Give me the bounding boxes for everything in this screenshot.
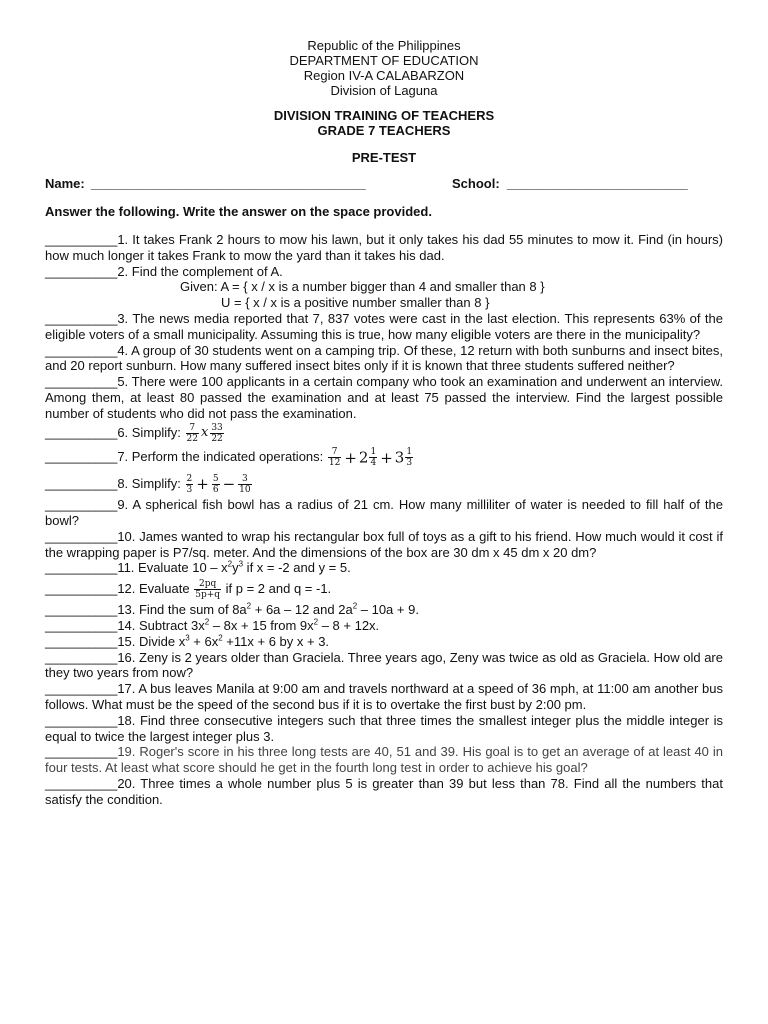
exponent: 2 bbox=[227, 560, 233, 570]
answer-blank[interactable]: __________ bbox=[45, 618, 118, 634]
plus-sign: + bbox=[380, 448, 393, 467]
fraction bbox=[369, 447, 377, 468]
answer-blank[interactable]: __________ bbox=[45, 310, 118, 326]
fraction bbox=[194, 579, 221, 600]
question-text: 15. Divide x bbox=[117, 633, 186, 649]
header-division: Division of Laguna bbox=[330, 83, 438, 98]
question-4 bbox=[45, 343, 723, 375]
given-a: Given: A = { x / x is a number bigger than 4 and smaller than 8 } bbox=[180, 279, 545, 295]
question-text: 12. Evaluate bbox=[117, 581, 190, 597]
question-text: 13. Find the sum of 8a bbox=[117, 602, 247, 618]
answer-blank[interactable]: __________ bbox=[45, 342, 118, 358]
denominator: 10 bbox=[239, 484, 251, 495]
header-region: Region IV-A CALABARZON bbox=[303, 68, 465, 83]
question-18 bbox=[45, 713, 723, 745]
fraction bbox=[238, 474, 251, 495]
question-11 bbox=[45, 560, 723, 576]
answer-blank[interactable]: __________ bbox=[45, 424, 118, 440]
answer-blank[interactable]: __________ bbox=[45, 232, 118, 247]
question-text: 3. The news media reported that 7, 837 votes were cast in the last election. This represents 63% of the eligible voters of a small municipality. Assuming this is true, how many eligible voters are there in the municipality? bbox=[45, 310, 723, 342]
question-text: if x = -2 and y = 5. bbox=[243, 560, 351, 576]
fraction bbox=[212, 474, 220, 495]
question-13 bbox=[45, 602, 723, 618]
numerator: 3 bbox=[238, 474, 251, 485]
instructions: Answer the following. Write the answer on the space provided. bbox=[45, 204, 432, 219]
question-text: 1. It takes Frank 2 hours to mow his lawn, but it only takes his dad 55 minutes to mow it. Find (in hours) how much longer it takes Frank to mow the yard than it takes his dad. bbox=[45, 232, 723, 263]
question-5 bbox=[45, 374, 723, 421]
denominator: 22 bbox=[211, 433, 223, 444]
question-3 bbox=[45, 311, 723, 343]
answer-blank[interactable]: __________ bbox=[45, 681, 118, 697]
question-text: – 8 + 12x. bbox=[318, 618, 380, 634]
answer-blank[interactable]: __________ bbox=[45, 263, 118, 279]
fraction bbox=[328, 447, 341, 468]
question-text: 16. Zeny is 2 years older than Graciela. Three years ago, Zeny was twice as old as Graciela. How old are they two years from now? bbox=[45, 649, 723, 681]
exponent: 2 bbox=[218, 633, 223, 643]
answer-blank[interactable]: __________ bbox=[45, 776, 118, 791]
answer-blank[interactable]: __________ bbox=[45, 497, 118, 513]
exponent: 3 bbox=[185, 633, 190, 643]
question-text: 10. James wanted to wrap his rectangular box full of toys as a gift to his friend. How much would it cost if the wrapping paper is P7/sq. meter. And the dimensions of the box are 30 dm x 45 dm x 20 dm? bbox=[45, 528, 723, 560]
fraction bbox=[405, 447, 413, 468]
numerator: 33 bbox=[211, 422, 223, 433]
answer-blank[interactable]: __________ bbox=[45, 633, 118, 649]
question-8 bbox=[45, 471, 723, 498]
given-u: U = { x / x is a positive number smaller than 8 } bbox=[221, 295, 490, 311]
question-16 bbox=[45, 650, 723, 682]
numerator: 1 bbox=[370, 447, 377, 458]
question-text: 11. Evaluate 10 – x bbox=[117, 560, 228, 576]
question-text: 17. A bus leaves Manila at 9:00 am and travels northward at a speed of 36 mph, at 11:00 am another bus follows. What must be the speed of the second bus if it is to overtake the first bust by 2:00 pm. bbox=[45, 681, 723, 713]
question-text: 6. Simplify: bbox=[117, 424, 181, 440]
denominator: 3 bbox=[406, 458, 413, 469]
title-training: DIVISION TRAINING OF TEACHERS bbox=[273, 108, 495, 123]
header-department: DEPARTMENT OF EDUCATION bbox=[289, 53, 479, 68]
header-republic: Republic of the Philippines bbox=[307, 38, 461, 53]
exponent: 2 bbox=[352, 601, 358, 611]
answer-blank[interactable]: __________ bbox=[45, 374, 118, 390]
denominator: 12 bbox=[328, 458, 341, 469]
numerator: 2 bbox=[186, 473, 193, 484]
denominator: 4 bbox=[370, 458, 377, 469]
question-text: 18. Find three consecutive integers such that three times the smallest integer plus the middle integer is equal to twice the largest integer plus 3. bbox=[45, 712, 723, 744]
question-10 bbox=[45, 529, 723, 561]
numerator: 1 bbox=[406, 447, 413, 458]
fraction bbox=[186, 474, 194, 495]
whole-number: 2 bbox=[358, 448, 369, 467]
question-text: 2. Find the complement of A. bbox=[117, 263, 283, 279]
question-20 bbox=[45, 776, 723, 808]
question-7 bbox=[45, 444, 723, 471]
question-text: + 6x bbox=[189, 633, 219, 649]
denominator: 3 bbox=[186, 484, 193, 495]
question-2 bbox=[45, 264, 723, 280]
question-15 bbox=[45, 634, 723, 650]
answer-blank[interactable]: __________ bbox=[45, 744, 118, 760]
title-grade: GRADE 7 TEACHERS bbox=[317, 123, 451, 138]
school-field[interactable]: _________________________ bbox=[507, 176, 688, 191]
numerator: 2pq bbox=[194, 579, 221, 590]
numerator: 7 bbox=[328, 447, 341, 458]
answer-blank[interactable]: __________ bbox=[45, 649, 118, 665]
question-text: 9. A spherical fish bowl has a radius of 21 cm. How many milliliter of water is needed to fill half of the bowl? bbox=[45, 497, 723, 529]
question-text: + 6a – 12 and 2a bbox=[251, 602, 353, 618]
fraction bbox=[210, 423, 223, 444]
whole-number: 3 bbox=[394, 448, 405, 467]
question-text: if p = 2 and q = -1. bbox=[225, 581, 332, 597]
question-text: – 8x + 15 from 9x bbox=[209, 618, 314, 634]
question-12 bbox=[45, 576, 723, 602]
times-symbol: x bbox=[200, 425, 209, 441]
question-text: 7. Perform the indicated operations: bbox=[117, 449, 324, 465]
answer-blank[interactable]: __________ bbox=[45, 475, 118, 491]
fraction bbox=[186, 423, 199, 444]
question-text: 8. Simplify: bbox=[117, 475, 181, 491]
answer-blank[interactable]: __________ bbox=[45, 449, 118, 465]
question-9 bbox=[45, 497, 723, 529]
answer-blank[interactable]: __________ bbox=[45, 602, 118, 618]
plus-sign: + bbox=[344, 448, 357, 467]
numerator: 5 bbox=[212, 473, 219, 484]
answer-blank[interactable]: __________ bbox=[45, 528, 118, 544]
answer-blank[interactable]: __________ bbox=[45, 712, 118, 728]
document-header bbox=[0, 38, 768, 98]
plus-sign: + bbox=[196, 475, 209, 494]
question-text: 4. A group of 30 students went on a camping trip. Of these, 12 return with both sunburns and insect bites, and 20 report sunburn. How many suffered insect bites only if it is known that three students suffered neither? bbox=[45, 342, 723, 374]
question-text: y bbox=[232, 560, 239, 576]
numerator: 7 bbox=[186, 423, 199, 434]
question-17 bbox=[45, 681, 723, 713]
question-list bbox=[45, 232, 723, 808]
minus-sign: − bbox=[222, 475, 236, 494]
school-label: School: bbox=[452, 176, 500, 191]
question-2-given-a bbox=[45, 279, 723, 295]
denominator: 5p+q bbox=[195, 590, 221, 601]
question-text: +11x + 6 by x + 3. bbox=[222, 633, 330, 649]
exponent: 2 bbox=[246, 601, 252, 611]
question-text: 14. Subtract 3x bbox=[117, 618, 205, 634]
question-text: 5. There were 100 applicants in a certain company who took an examination and underwent an interview. Among them, at least 80 passed the examination and at least 75 passed the interview. Find the largest possible number of students who did not pass the examination. bbox=[45, 374, 723, 421]
denominator: 6 bbox=[212, 484, 219, 495]
question-6 bbox=[45, 422, 723, 445]
exponent: 2 bbox=[204, 617, 210, 627]
question-14 bbox=[45, 618, 723, 634]
exponent: 3 bbox=[238, 560, 244, 570]
question-19 bbox=[45, 744, 723, 776]
answer-blank[interactable]: __________ bbox=[45, 581, 118, 597]
question-2-given-u bbox=[45, 295, 723, 311]
question-text: 20. Three times a whole number plus 5 is greater than 39 but less than 78. Find all the numbers that satisfy the condition. bbox=[45, 776, 723, 807]
name-label: Name: bbox=[45, 176, 85, 191]
name-field[interactable]: ______________________________________ bbox=[91, 176, 366, 191]
denominator: 22 bbox=[186, 433, 198, 444]
answer-blank[interactable]: __________ bbox=[45, 560, 118, 576]
question-1 bbox=[45, 232, 723, 264]
title-pretest: PRE-TEST bbox=[351, 150, 417, 165]
question-text: – 10a + 9. bbox=[357, 602, 419, 618]
exponent: 2 bbox=[313, 617, 319, 627]
question-text: 19. Roger's score in his three long tests are 40, 51 and 39. His goal is to get an average of at least 40 in four tests. At least what score should he get in the fourth long test in order to achieve his goal? bbox=[45, 744, 723, 776]
